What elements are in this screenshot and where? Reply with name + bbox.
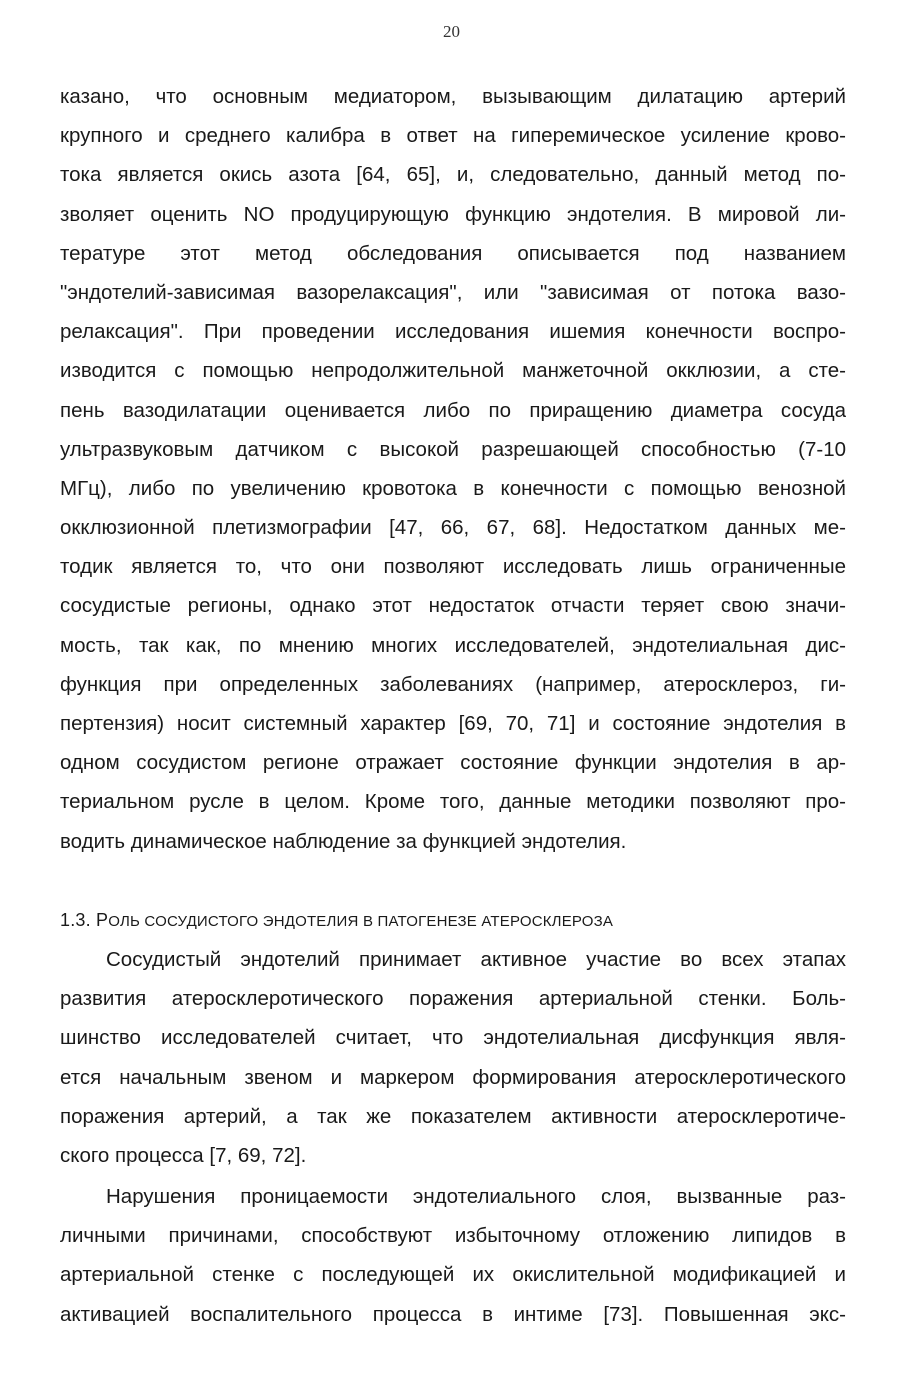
text-line: активацией воспалительного процесса в интиме [73]. Повышенная экс- bbox=[60, 1302, 846, 1326]
text-line: личными причинами, способствуют избыточному отложению липидов в bbox=[60, 1224, 846, 1248]
text-line: функция при определенных заболеваниях (например, атеросклероз, ги- bbox=[60, 672, 846, 696]
section-title-initial: Р bbox=[96, 910, 109, 930]
text-line: релаксация". При проведении исследования ишемия конечности воспро- bbox=[60, 320, 846, 344]
text-line: поражения артерий, а так же показателем активности атеросклеротиче- bbox=[60, 1104, 846, 1128]
page-number: 20 bbox=[443, 22, 460, 41]
section-heading bbox=[60, 905, 846, 937]
text-line: тодик является то, что они позволяют исследовать лишь ограниченные bbox=[60, 555, 846, 579]
text-line: водить динамическое наблюдение за функцией эндотелия. bbox=[60, 829, 627, 853]
text-line: развития атеросклеротического поражения артериальной стенки. Боль- bbox=[60, 987, 846, 1011]
text-line: мость, так как, по мнению многих исследователей, эндотелиальная дис- bbox=[60, 633, 846, 657]
text-line: Нарушения проницаемости эндотелиального слоя, вызванные раз- bbox=[106, 1185, 846, 1208]
text-line: крупного и среднего калибра в ответ на гиперемическое усиление крово- bbox=[60, 124, 846, 148]
text-line: "эндотелий-зависимая вазорелаксация", или "зависимая от потока вазо- bbox=[60, 280, 846, 304]
text-line: тока является окись азота [64, 65], и, следовательно, данный метод по- bbox=[60, 163, 846, 187]
section-number: 1.3. bbox=[60, 910, 91, 930]
text-line: шинство исследователей считает, что эндотелиальная дисфункция явля- bbox=[60, 1026, 846, 1050]
text-line: МГц), либо по увеличению кровотока в конечности с помощью венозной bbox=[60, 476, 846, 500]
text-line: ультразвуковым датчиком с высокой разрешающей способностью (7-10 bbox=[60, 437, 846, 461]
text-line: изводится с помощью непродолжительной манжеточной окклюзии, а сте- bbox=[60, 359, 846, 383]
text-line: артериальной стенке с последующей их окислительной модификацией и bbox=[60, 1263, 846, 1287]
text-line: пень вазодилатации оценивается либо по приращению диаметра сосуда bbox=[60, 398, 846, 422]
text-line: сосудистые регионы, однако этот недостаток отчасти теряет свою значи- bbox=[60, 594, 846, 618]
text-line: зволяет оценить NO продуцирующую функцию эндотелия. В мировой ли- bbox=[60, 202, 846, 226]
paragraph-2 bbox=[60, 940, 846, 1175]
text-line: одном сосудистом регионе отражает состояние функции эндотелия в ар- bbox=[60, 751, 846, 775]
text-line: териальном русле в целом. Кроме того, данные методики позволяют про- bbox=[60, 790, 846, 814]
paragraph-3 bbox=[60, 1177, 846, 1334]
text-line: тературе этот метод обследования описывается под названием bbox=[60, 241, 846, 265]
text-line: казано, что основным медиатором, вызывающим дилатацию артерий bbox=[60, 85, 846, 108]
text-line: пертензия) носит системный характер [69, 70, 71] и состояние эндотелия в bbox=[60, 712, 846, 735]
section-title-rest: ОЛЬ СОСУДИСТОГО ЭНДОТЕЛИЯ В ПАТОГЕНЕЗЕ АТЕРОСКЛЕРОЗА bbox=[108, 913, 614, 930]
paragraph-1 bbox=[60, 77, 846, 861]
text-line: окклюзионной плетизмографии [47, 66, 67, 68]. Недостатком данных ме- bbox=[60, 516, 846, 540]
text-line: ется начальным звеном и маркером формирования атеросклеротического bbox=[60, 1065, 846, 1089]
text-line: Сосудистый эндотелий принимает активное участие во всех этапах bbox=[106, 948, 846, 971]
text-line: ского процесса [7, 69, 72]. bbox=[60, 1143, 307, 1167]
